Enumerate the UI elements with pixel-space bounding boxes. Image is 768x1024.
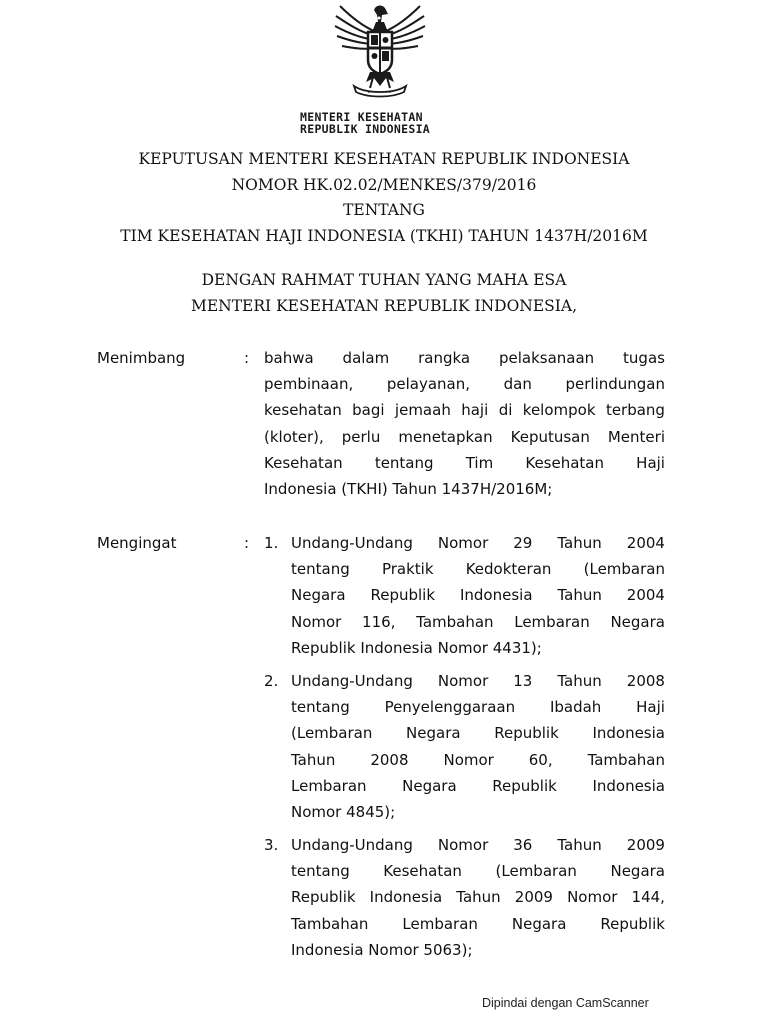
list-item-line xyxy=(291,858,665,884)
word: terbang xyxy=(605,401,665,420)
list-item xyxy=(264,668,665,825)
list-item-number: 1. xyxy=(264,534,279,552)
opening-formula xyxy=(0,268,768,319)
word: Nomor xyxy=(437,534,489,552)
mengingat-list xyxy=(264,530,665,970)
word: Haji xyxy=(636,698,665,717)
mengingat-colon: : xyxy=(244,534,250,552)
word: Republik xyxy=(494,724,559,743)
word: Indonesia xyxy=(592,724,665,743)
word: Tahun xyxy=(456,888,501,907)
word: Penyelenggaraan xyxy=(384,698,516,717)
word: Tahun xyxy=(557,671,602,690)
list-item-line xyxy=(291,747,665,773)
word: tentang xyxy=(291,560,350,579)
word: Indonesia xyxy=(369,888,443,907)
word: Menteri xyxy=(607,427,665,446)
word: Negara xyxy=(610,612,665,631)
word: Tim xyxy=(465,453,494,472)
list-item-line xyxy=(291,694,665,720)
list-item xyxy=(264,832,665,963)
menimbang-line xyxy=(264,371,665,397)
word: Negara xyxy=(291,586,346,605)
word: Kesehatan xyxy=(383,862,462,881)
list-item-line xyxy=(291,609,665,635)
ministry-line-2: REPUBLIK INDONESIA xyxy=(300,122,431,136)
word: Kesehatan xyxy=(525,453,604,472)
word: bahwa xyxy=(264,349,314,367)
decree-about: TENTANG xyxy=(343,201,425,219)
word: Republik xyxy=(291,888,356,907)
word: Negara xyxy=(610,862,665,881)
word: 144, xyxy=(631,888,665,907)
word: 2009 xyxy=(626,836,665,855)
word: 29 xyxy=(513,534,533,552)
list-item-line xyxy=(291,668,665,694)
decree-subject: TIM KESEHATAN HAJI INDONESIA (TKHI) TAHUN 1437H/2016M xyxy=(120,226,648,245)
word: rangka xyxy=(418,349,471,367)
mengingat-label: Mengingat xyxy=(97,534,177,552)
word: tentang xyxy=(291,862,350,881)
menimbang-line xyxy=(264,450,665,476)
ministry-line-1: MENTERI KESEHATAN xyxy=(300,110,423,124)
word: Keputusan xyxy=(510,427,590,446)
word: 36 xyxy=(513,836,533,855)
word: Haji xyxy=(636,453,665,472)
word: dalam xyxy=(342,349,390,367)
list-item-line xyxy=(291,773,665,799)
opening-line-1: DENGAN RAHMAT TUHAN YANG MAHA ESA xyxy=(201,271,567,289)
decree-title xyxy=(0,147,768,249)
word: Negara xyxy=(511,914,567,933)
word: Negara xyxy=(402,776,457,795)
word: (Lembaran xyxy=(495,862,577,881)
word: (kloter), xyxy=(264,427,324,446)
word: di xyxy=(498,401,513,420)
word: Nomor xyxy=(437,836,489,855)
word: Negara xyxy=(406,724,461,743)
menimbang-line xyxy=(264,424,665,450)
word: kelompok xyxy=(522,401,596,420)
word: Republik xyxy=(492,776,557,795)
word: pelaksanaan xyxy=(498,349,595,367)
word: bagi xyxy=(352,401,385,420)
word: Tambahan xyxy=(416,612,494,631)
word: Nomor xyxy=(437,671,489,690)
word: Kedokteran xyxy=(465,560,552,579)
word: 2008 xyxy=(370,750,409,769)
word: Tambahan xyxy=(291,914,369,933)
word: Indonesia xyxy=(592,776,665,795)
list-item-line xyxy=(291,884,665,910)
menimbang-line: Indonesia (TKHI) Tahun 1437H/2016M; xyxy=(264,479,553,498)
list-item-line: Indonesia Nomor 5063); xyxy=(291,940,473,959)
menimbang-line xyxy=(264,397,665,423)
list-item-text xyxy=(291,530,665,661)
menimbang-colon: : xyxy=(244,349,250,367)
list-item-text xyxy=(291,832,665,963)
list-item-number: 3. xyxy=(264,836,279,855)
scanner-watermark: Dipindai dengan CamScanner xyxy=(482,996,649,1010)
word: 2008 xyxy=(626,671,665,690)
word: 13 xyxy=(513,671,533,690)
word: 2004 xyxy=(626,586,665,605)
word: Tahun xyxy=(557,586,602,605)
list-item-text xyxy=(291,668,665,825)
word: Praktik xyxy=(381,560,434,579)
opening-line-2: MENTERI KESEHATAN REPUBLIK INDONESIA, xyxy=(190,296,578,315)
word: haji xyxy=(461,401,489,420)
word: Lembaran xyxy=(291,776,367,795)
word: 2009 xyxy=(514,888,553,907)
menimbang-label: Menimbang xyxy=(97,349,186,367)
list-item-line: Republik Indonesia Nomor 4431); xyxy=(291,638,542,657)
word: Kesehatan xyxy=(264,453,343,472)
decree-number: NOMOR HK.02.02/MENKES/379/2016 xyxy=(231,175,537,194)
list-item-line xyxy=(291,911,665,937)
word: Ibadah xyxy=(549,698,602,717)
word: 2004 xyxy=(626,534,665,552)
word: kesehatan xyxy=(264,401,342,420)
word: Tambahan xyxy=(587,750,665,769)
word: 116, xyxy=(362,612,396,631)
word: Nomor xyxy=(443,750,494,769)
word: Indonesia xyxy=(459,586,533,605)
word: pelayanan, xyxy=(386,375,470,394)
word: Nomor xyxy=(567,888,618,907)
decree-title-line-1: KEPUTUSAN MENTERI KESEHATAN REPUBLIK INDONESIA xyxy=(138,150,630,168)
list-item-line xyxy=(291,556,665,582)
word: Undang-Undang xyxy=(291,836,413,855)
list-item-line xyxy=(291,832,665,858)
list-item-number: 2. xyxy=(264,671,279,690)
word: perlu xyxy=(341,427,381,446)
word: (Lembaran xyxy=(291,724,373,743)
word: Republik xyxy=(600,914,665,933)
word: Lembaran xyxy=(514,612,590,631)
word: jemaah xyxy=(394,401,451,420)
word: Tahun xyxy=(291,750,336,769)
word: pembinaan, xyxy=(264,375,354,394)
word: (Lembaran xyxy=(583,560,665,579)
menimbang-paragraph xyxy=(264,345,665,502)
list-item-line xyxy=(291,720,665,746)
word: Undang-Undang xyxy=(291,671,413,690)
word: Nomor xyxy=(291,612,342,631)
word: perlindungan xyxy=(565,375,665,394)
word: Lembaran xyxy=(402,914,478,933)
word: dan xyxy=(503,375,532,394)
list-item-line xyxy=(291,582,665,608)
menimbang-line xyxy=(264,345,665,371)
word: tugas xyxy=(623,349,665,367)
garuda-emblem-icon xyxy=(332,2,428,100)
word: Tahun xyxy=(557,534,602,552)
word: menetapkan xyxy=(398,427,493,446)
ministry-heading xyxy=(300,111,470,135)
word: Republik xyxy=(370,586,436,605)
word: 60, xyxy=(528,750,553,769)
word: Undang-Undang xyxy=(291,534,413,552)
word: tentang xyxy=(291,698,350,717)
list-item-line: Nomor 4845); xyxy=(291,802,396,821)
list-item-line xyxy=(291,530,665,556)
word: tentang xyxy=(374,453,434,472)
word: Tahun xyxy=(557,836,602,855)
list-item xyxy=(264,530,665,661)
